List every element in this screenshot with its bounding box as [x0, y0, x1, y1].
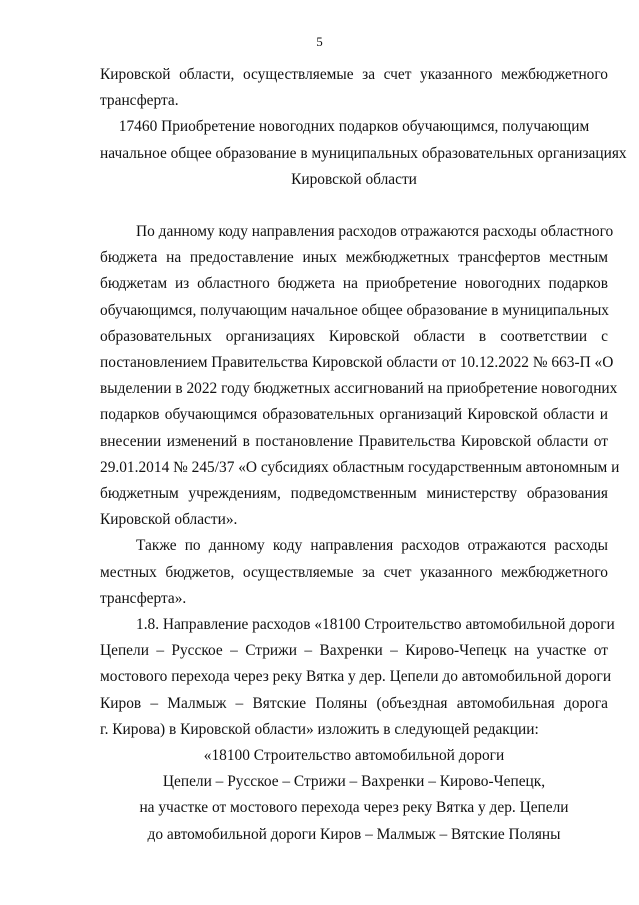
- text-line: бюджета на предоставление иных межбюджетных трансфертов местным: [100, 249, 608, 267]
- section-heading-17460: [100, 114, 627, 193]
- text-line: выделении в 2022 году бюджетных ассигнований на приобретение новогодних: [100, 380, 618, 398]
- text-line: Кировской области».: [100, 511, 238, 529]
- continuation-paragraph: [100, 62, 608, 114]
- heading-line: Цепели – Русское – Стрижи – Вахренки – Кирово-Чепецк,: [162, 773, 546, 791]
- page-number: 5: [316, 34, 323, 49]
- text-line: По данному коду направления расходов отражаются расходы областного: [136, 223, 614, 241]
- text-line: г. Кирова) в Кировской области» изложить в следующей редакции:: [100, 720, 539, 738]
- text-line: трансферта.: [100, 92, 179, 110]
- text-line: Кировской области, осуществляемые за счет указанного межбюджетного: [100, 66, 608, 83]
- text-line: 1.8. Направление расходов «18100 Строительство автомобильной дороги: [136, 616, 615, 634]
- text-line: местных бюджетов, осуществляемые за счет указанного межбюджетного: [100, 563, 608, 581]
- heading-line: до автомобильной дороги Киров – Малмыж – Вятские Поляны: [147, 825, 561, 843]
- text-line: Киров – Малмыж – Вятские Поляны (объездная автомобильная дорога: [100, 694, 608, 712]
- document-body: [100, 62, 627, 848]
- heading-line: «18100 Строительство автомобильной дороги: [203, 747, 505, 765]
- paragraph-expenditure-description: [100, 219, 620, 533]
- text-line: подарков обучающимся образовательных организаций Кировской области и: [100, 406, 608, 424]
- text-line: постановлением Правительства Кировской области от 10.12.2022 № 663-П «О: [100, 354, 614, 372]
- text-line: 29.01.2014 № 245/37 «О субсидиях областным государственным автономным и: [100, 458, 620, 476]
- text-line: Цепели – Русское – Стрижи – Вахренки – Кирово-Чепецк на участке от: [100, 642, 608, 660]
- text-line: трансферта».: [100, 589, 187, 607]
- heading-line: Кировской области: [291, 170, 417, 188]
- section-heading-18100: [100, 743, 608, 848]
- text-line: образовательных организациях Кировской области в соответствии с: [100, 327, 608, 345]
- paragraph-local-budgets: [100, 533, 608, 612]
- paragraph-item-1-8: [100, 612, 615, 743]
- text-line: бюджетам из областного бюджета на приобретение новогодних подарков: [100, 275, 608, 293]
- text-line: бюджетным учреждениям, подведомственным министерству образования: [100, 485, 608, 503]
- text-line: внесении изменений в постановление Правительства Кировской области от: [100, 432, 608, 450]
- heading-line: на участке от мостового перехода через реку Вятка у дер. Цепели: [139, 799, 569, 817]
- heading-line: начальное общее образование в муниципальных образовательных организациях: [100, 144, 627, 162]
- text-line: Также по данному коду направления расходов отражаются расходы: [136, 537, 608, 555]
- text-line: мостового перехода через реку Вятка у дер. Цепели до автомобильной дороги: [100, 668, 612, 686]
- blank-line: [100, 193, 608, 219]
- heading-line: 17460 Приобретение новогодних подарков обучающимся, получающим: [118, 118, 590, 136]
- text-line: обучающимся, получающим начальное общее образование в муниципальных: [100, 301, 609, 319]
